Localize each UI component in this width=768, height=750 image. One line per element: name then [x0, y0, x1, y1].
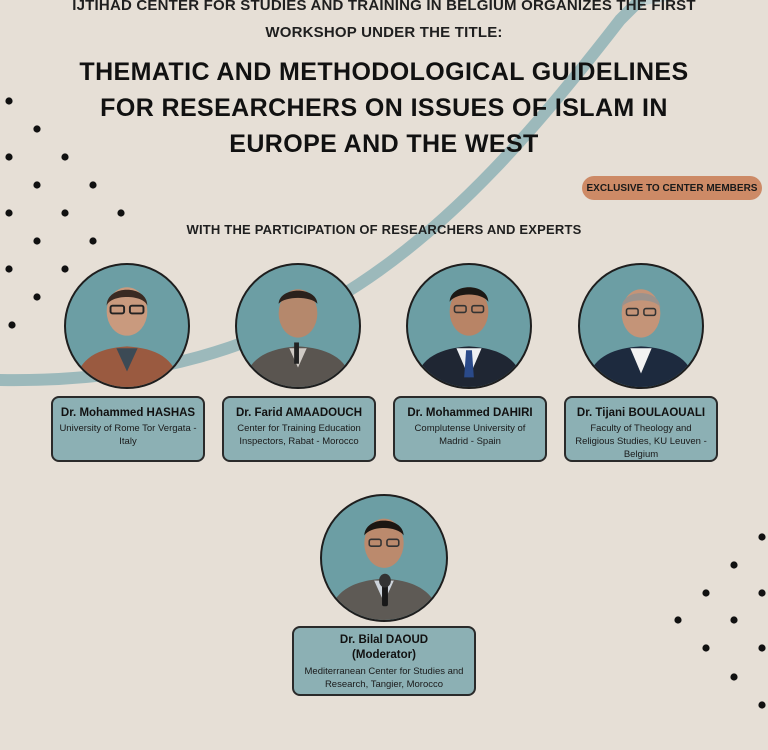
organizer-line-2: WORKSHOP UNDER THE TITLE: — [265, 24, 503, 41]
organizer-line-1: IJTIHAD CENTER FOR STUDIES AND TRAINING IN BELGIUM ORGANIZES THE FIRST — [72, 0, 696, 14]
speaker-name: Dr. Farid AMAADOUCH — [235, 407, 363, 419]
speaker-photo — [64, 263, 190, 389]
speaker-photo — [406, 263, 532, 389]
speaker-name: Dr. Mohammed DAHIRI — [407, 407, 533, 419]
members-only-badge: EXCLUSIVE TO CENTER MEMBERS — [582, 176, 762, 200]
moderator-name: Dr. Bilal DAOUD — [339, 634, 429, 646]
organizer-heading — [0, 0, 768, 46]
moderator-photo — [320, 494, 448, 622]
dot-pattern-right — [674, 533, 765, 708]
person-silhouette-icon — [580, 265, 702, 387]
speaker-photo — [235, 263, 361, 389]
participation-subtitle: WITH THE PARTICIPATION OF RESEARCHERS AND EXPERTS — [186, 222, 582, 237]
speaker-card — [222, 396, 376, 462]
speaker-affiliation: Faculty of Theology and Religious Studies, KU Leuven - Belgium — [575, 423, 707, 460]
speaker-card — [51, 396, 205, 462]
moderator-affiliation: Mediterranean Center for Studies and Research, Tangier, Morocco — [304, 666, 464, 690]
moderator-card — [292, 626, 476, 696]
person-silhouette-icon — [66, 265, 188, 387]
workshop-title — [40, 54, 728, 162]
speaker-name: Dr. Tijani BOULAOUALI — [576, 407, 706, 419]
speaker-card — [564, 396, 718, 462]
person-silhouette-icon — [408, 265, 530, 387]
speaker-card — [393, 396, 547, 462]
speaker-photo — [578, 263, 704, 389]
title-line-2: FOR RESEARCHERS ON ISSUES OF ISLAM IN — [100, 94, 668, 122]
moderator-role: (Moderator) — [352, 649, 416, 661]
person-silhouette-icon — [322, 496, 446, 620]
speaker-affiliation: University of Rome Tor Vergata - Italy — [59, 423, 197, 447]
speaker-name: Dr. Mohammed HASHAS — [60, 407, 196, 419]
person-silhouette-icon — [237, 265, 359, 387]
title-line-1: THEMATIC AND METHODOLOGICAL GUIDELINES — [79, 58, 689, 86]
title-line-3: EUROPE AND THE WEST — [229, 130, 539, 158]
speaker-affiliation: Center for Training Education Inspectors, Rabat - Morocco — [237, 423, 361, 447]
speaker-affiliation: Complutense University of Madrid - Spain — [414, 423, 526, 447]
